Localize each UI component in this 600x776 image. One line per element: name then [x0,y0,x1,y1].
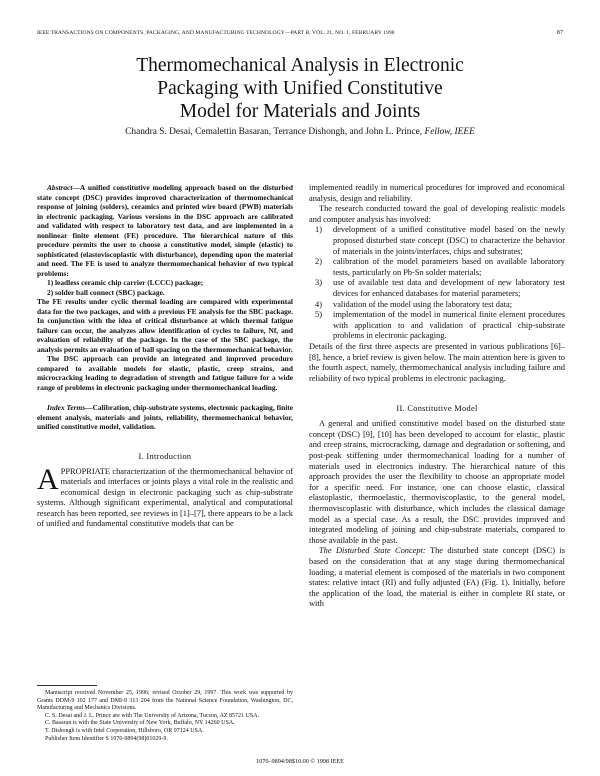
list-item: 2) calibration of the model parameters based on available laboratory tests, particularly on Pb-Sn solder materials; [315,257,565,277]
copyright-line: 1070–9894/98$10.00 © 1998 IEEE [256,758,344,765]
index-terms-text: Calibration, chip-substrate systems, electronic packaging, finite element analysis, materials and joints, reliability, thermomechanical behavior, unified constitutive model, validation. [37,403,293,431]
right-column [309,183,565,610]
abstract-text-1: A unified constitutive modeling approach based on the disturbed state concept (DSC) provides improved characterization of thermomechanical response of joining (solders), ceramics and printed wire board (PWB) materials in electronic packaging. Various versions in the DSC approach are calibrated and validated with respect to laboratory test data, and are implemented in a nonlinear finite element (FE) procedure. The hierarchical nature of this procedure permits the user to choose a constitutive model, simple (elastic) to sophisticated (elastoviscoplastic with disturbance), depending upon the material and need. The FE is used to analyze thermomechanical behavior of two typical problems: [37,183,293,278]
paper-title [60,54,540,123]
left-column [37,183,293,530]
intro-paragraph [37,462,293,531]
list-item: 5) implementation of the model in numerical finite element procedures with application to and validation of practical chip-substrate problems in electronic packaging. [315,310,565,341]
section-heading-constitutive-model: II. Constitutive Model [396,404,478,414]
abstract-paragraph-3: The DSC approach can provide an integrated and improved procedure compared to available models for elastic, plastic, creep strains, and microcracking leading to degradation of strength and fatigue failure for a wide range of problems in electronic packaging under thermomechanical loading. [37,354,293,392]
title-line-2: Packaging with Unified Constitutive [157,78,443,99]
author-list [40,127,560,137]
drop-cap: A [37,462,59,496]
abstract-list [37,278,293,297]
footnotes [37,685,293,743]
footnote: Publisher Item Identifier S 1070-9894(98)01029-9. [45,735,168,742]
abstract-list-item: 2) solder ball connect (SBC) package. [47,287,165,297]
section-heading-introduction: I. Introduction [138,451,192,461]
list-item: 4) validation of the model using the laboratory test data; [315,299,513,309]
list-item: 1) development of a unified constitutive model based on the newly proposed disturbed state concept (DSC) to characterize the behavior of materials in the joints/interfaces, chips and substrates; [315,225,565,256]
title-line-1: Thermomechanical Analysis in Electronic [136,55,464,76]
fellow-label: Fellow, IEEE [424,127,475,137]
intro-text: PPROPRIATE characterization of the thermomechanical behavior of materials and interfaces or joints plays a vital role in the realistic and economical design in electronic packaging such as chip-substrate systems. Although significant experimental, analytical and computational research has been reported, see reviews in [1]–[7], there appears to be a lack of unified and fundamental constitutive models that can be [37,466,293,529]
index-terms [37,403,293,432]
abstract-label: Abstract— [47,183,80,192]
footnote-rule [37,685,97,686]
body-paragraph: A general and unified constitutive model based on the disturbed state concept (DSC) [9], [10] has been developed to account for elastic, plastic and creep strains, microcracking, damage and degradation or softening, and post-peak stiffening under thermomechanical loading for a number of materials used in electronics industry. The hierarchical nature of this approach provides the user the flexibility to choose an appropriate model for a specific need. For instance, one can choose elastic, classical elastoplastic, thermoelastic, thermoviscoplastic, to the general model, thermoviscoplastic with disturbance, which includes the classical damage model as a special case. As a result, the DSC provides improved and integrated modeling of joining and chip-substrate materials, compared to those available in the past. [309,419,565,545]
footnote: C. Basaran is with the State University of New York, Buffalo, NY 14260 USA. [45,720,235,727]
running-header [37,30,563,42]
body-paragraph: implemented readily in numerical procedures for improved and economical analysis, design and reliability. [309,183,565,203]
abstract-list-item: 1) leadless ceramic chip carrier (LCCC) package; [47,278,204,287]
body-paragraph: Details of the first three aspects are presented in various publications [6]–[8], hence, a brief review is given below. The main attention here is given to the fourth aspect, namely, thermomechanical analysis including failure and reliability of two typical problems in electronic packaging. [309,341,565,383]
page-number: 87 [556,30,563,36]
abstract-paragraph-2: The FE results under cyclic thermal loading are compared with experimental data for the two packages, and with a previous FE analysis for the SBC package. In conjunction with the idea of critical disturbance at which thermal fatigue failure can occur, the analyzes allow identification of cycles to failure, Nf, and evaluation of reliability of the package. In the case of the SBC package, the analysis permits an evaluation of ball spacing on the thermomechanical behavior. [37,297,293,354]
author-names: Chandra S. Desai, Cemalettin Basaran, Terrance Dishongh, and John L. Prince, [125,127,423,137]
subsection-label: The Disturbed State Concept: [319,546,426,556]
journal-name: IEEE TRANSACTIONS ON COMPONENTS, PACKAGING, AND MANUFACTURING TECHNOLOGY—PART B, VOL. 21, NO. 1, FEBRUARY 1998 [37,30,395,36]
index-terms-label: Index Terms— [47,403,93,412]
footnote: T. Dishongh is with Intel Corporation, Hillsboro, OR 97124 USA. [45,727,204,734]
research-list [309,225,565,342]
footnote: C. S. Desai and J. L. Prince are with The University of Arizona, Tucson, AZ 85721 USA. [45,712,260,719]
body-paragraph: The research conducted toward the goal of developing realistic models and computer analysis has involved: [309,204,565,224]
list-item: 3) use of available test data and development of new laboratory test devices for enhanced databases for material parameters; [315,278,565,298]
title-line-3: Model for Materials and Joints [179,101,421,122]
body-paragraph: The Disturbed State Concept: The disturbed state concept (DSC) is based on the consideration that at any stage during thermomechanical loading, a material element is composed of the materials in two component states: relative intact (RI) and fully adjusted (FA) (Fig. 1). Initially, before the application of the load, the material is either in complete RI state, or with [309,546,565,609]
footnote: Manuscript received November 25, 1996; revised October 29, 1997. This work was supported by Grants DDM-9 102 177 and DMI-9 313 204 from the National Science Foundation, Washington, DC, Manufacturing and Mechanics Divisions. [37,690,293,712]
abstract-paragraph-1 [37,183,293,278]
